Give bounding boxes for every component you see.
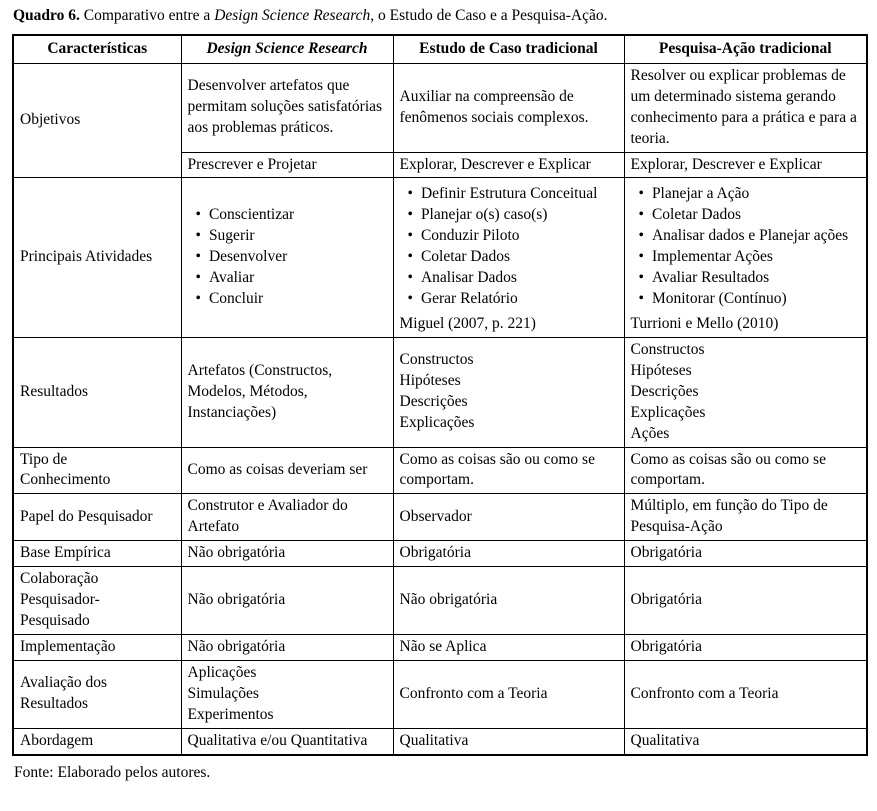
table-cell: Auxiliar na compreensão de fenômenos sociais complexos. (393, 63, 624, 152)
table-cell: Explorar, Descrever e Explicar (393, 152, 624, 178)
table-cell (181, 660, 393, 728)
cell-line: Hipóteses (630, 361, 692, 379)
citation: Turrioni e Mello (2010) (630, 314, 779, 332)
row-label: Base Empírica (13, 541, 181, 567)
table-cell: Confronto com a Teoria (624, 660, 867, 728)
table-cell: Artefatos (Constructos, Modelos, Métodos, Instanciações) (181, 337, 393, 447)
row-label-line: Avaliação dos (20, 674, 108, 692)
column-header: Estudo de Caso tradicional (393, 35, 624, 63)
bullet-list (188, 205, 387, 310)
bullet-item: • Implementar Ações (653, 247, 861, 268)
bullet-item: • Coletar Dados (653, 205, 861, 226)
table-cell: Não obrigatória (393, 567, 624, 635)
table-cell: Múltiplo, em função do Tipo de Pesquisa-Ação (624, 494, 867, 541)
citation: Miguel (2007, p. 221) (399, 314, 536, 332)
table-cell: Confronto com a Teoria (393, 660, 624, 728)
table-cell: Obrigatória (624, 541, 867, 567)
bullet-item: • Desenvolver (210, 247, 387, 268)
cell-line: Ações (630, 424, 670, 442)
bullet-list (400, 184, 618, 310)
bullet-item: • Avaliar (210, 268, 387, 289)
row-label (13, 660, 181, 728)
table-header-row (13, 35, 867, 63)
caption-text-before: Comparativo entre a (79, 7, 215, 24)
table-cell: Como as coisas são ou como se comportam. (624, 447, 867, 494)
table-body (13, 63, 867, 754)
table-cell: Resolver ou explicar problemas de um determinado sistema gerando conhecimento para a prática e para a teoria. (624, 63, 867, 152)
table-cell: Explorar, Descrever e Explicar (624, 152, 867, 178)
bullet-item: • Planejar o(s) caso(s) (422, 205, 618, 226)
table-cell: Observador (393, 494, 624, 541)
cell-line: Simulações (187, 684, 259, 702)
table-row (13, 178, 867, 337)
table-row (13, 494, 867, 541)
table-cell: Qualitativa (393, 728, 624, 754)
cell-line: Constructos (630, 340, 705, 358)
bullet-item: • Sugerir (210, 226, 387, 247)
source-note: Fonte: Elaborado pelos autores. (14, 763, 211, 781)
row-label-line: Conhecimento (20, 471, 111, 489)
table-row (13, 447, 867, 494)
table-cell: Obrigatória (624, 634, 867, 660)
table-cell (393, 337, 624, 447)
caption-italic-term: Design Science Research (214, 7, 371, 24)
bullet-item: • Conduzir Piloto (422, 226, 618, 247)
table-cell: Como as coisas deveriam ser (181, 447, 393, 494)
column-header: Pesquisa-Ação tradicional (624, 35, 867, 63)
row-label: Papel do Pesquisador (13, 494, 181, 541)
row-label: Resultados (13, 337, 181, 447)
table-row (13, 63, 867, 152)
table-cell (624, 337, 867, 447)
cell-line: Descrições (399, 393, 468, 411)
header-row (13, 35, 867, 63)
bullet-item: • Conscientizar (210, 205, 387, 226)
column-header: Características (13, 35, 181, 63)
bullet-item: • Planejar a Ação (653, 184, 861, 205)
row-label: Principais Atividades (13, 178, 181, 337)
row-label-line: Colaboração (20, 570, 99, 588)
bullet-item: • Coletar Dados (422, 247, 618, 268)
table-row (13, 728, 867, 754)
table-cell (393, 178, 624, 337)
bullet-item: • Concluir (210, 289, 387, 310)
cell-line: Hipóteses (399, 372, 461, 390)
table-caption (13, 6, 866, 27)
bullet-item: • Avaliar Resultados (653, 268, 861, 289)
cell-line: Explicações (630, 403, 706, 421)
row-label (13, 567, 181, 635)
cell-line: Descrições (630, 382, 699, 400)
bullet-item: • Definir Estrutura Conceitual (422, 184, 618, 205)
row-label: Objetivos (13, 63, 181, 178)
bullet-item: • Monitorar (Contínuo) (653, 289, 861, 310)
table-row (13, 634, 867, 660)
row-label-line: Tipo de (20, 450, 68, 468)
table-cell: Qualitativa e/ou Quantitativa (181, 728, 393, 754)
row-label: Abordagem (13, 728, 181, 754)
row-label: Implementação (13, 634, 181, 660)
bullet-item: • Gerar Relatório (422, 289, 618, 310)
table-row (13, 660, 867, 728)
table-cell: Prescrever e Projetar (181, 152, 393, 178)
row-label (13, 447, 181, 494)
cell-line: Experimentos (187, 705, 274, 723)
bullet-item: • Analisar Dados (422, 268, 618, 289)
comparison-table (12, 34, 868, 756)
table-cell: Desenvolver artefatos que permitam soluções satisfatórias aos problemas práticos. (181, 63, 393, 152)
cell-line: Explicações (399, 414, 475, 432)
row-label-line: Pesquisado (20, 611, 90, 629)
bullet-list (631, 184, 861, 310)
table-cell: Não obrigatória (181, 567, 393, 635)
bullet-item: • Analisar dados e Planejar ações (653, 226, 861, 247)
cell-line: Constructos (399, 351, 474, 369)
table-cell (624, 178, 867, 337)
row-label-line: Resultados (20, 695, 89, 713)
row-label-line: Pesquisador- (20, 591, 100, 609)
table-cell: Como as coisas são ou como se comportam. (393, 447, 624, 494)
table-cell (181, 178, 393, 337)
table-cell: Construtor e Avaliador do Artefato (181, 494, 393, 541)
table-cell: Qualitativa (624, 728, 867, 754)
table-cell: Obrigatória (393, 541, 624, 567)
table-cell: Obrigatória (624, 567, 867, 635)
caption-label: Quadro 6. (13, 7, 80, 24)
table-cell: Não obrigatória (181, 541, 393, 567)
table-cell: Não obrigatória (181, 634, 393, 660)
column-header: Design Science Research (181, 35, 393, 63)
caption-text-after: , o Estudo de Caso e a Pesquisa-Ação. (370, 7, 608, 24)
table-row (13, 567, 867, 635)
table-row (13, 337, 867, 447)
cell-line: Aplicações (187, 663, 257, 681)
table-cell: Não se Aplica (393, 634, 624, 660)
table-row (13, 541, 867, 567)
